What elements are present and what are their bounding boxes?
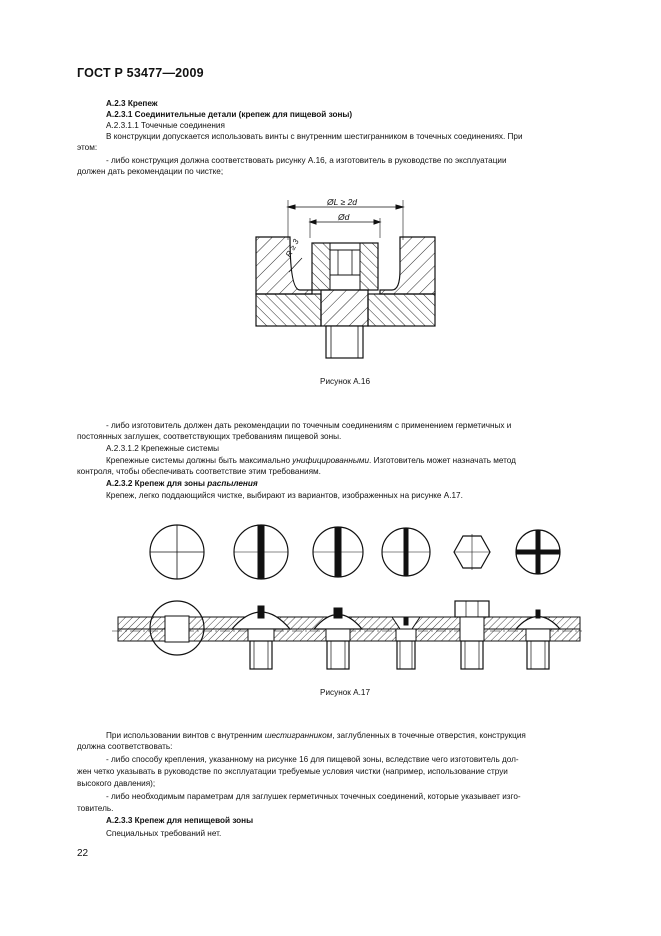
section-a231-heading: А.2.3.1 Соединительные детали (крепеж для пищевой зоны)	[106, 110, 353, 119]
section-a2311-heading: А.2.3.1.1 Точечные соединения	[106, 121, 225, 130]
paragraph-5: Крепеж, легко поддающийся чистке, выбирают из вариантов, изображенных на рисунке А.17.	[106, 491, 463, 500]
document-title: ГОСТ Р 53477—2009	[77, 66, 204, 80]
paragraph-8-line-1: - либо необходимым параметрам для заглушек герметичных точечных соединений, которые указывает изго-	[106, 792, 521, 801]
paragraph-6-line-1: При использовании винтов с внутренним шестигранником, заглубленных в точечные отверстия, конструкция	[106, 731, 526, 740]
section-a232-heading: А.2.3.2 Крепеж для зоны распыления	[106, 479, 258, 488]
paragraph-6-line-2: должна соответствовать:	[77, 742, 173, 751]
paragraph-4-line-1: Крепежные системы должны быть максимально унифицированными. Изготовитель может назначать метод	[106, 456, 516, 465]
paragraph-3-line-1: - либо изготовитель должен дать рекомендации по точечным соединениям с применением герметичных и	[106, 421, 512, 430]
paragraph-2-line-2: должен дать рекомендации по чистке;	[77, 167, 224, 176]
paragraph-7-line-2: жен четко указывать в руководстве по эксплуатации требуемые условия чистки (например, использование струи	[77, 767, 508, 776]
figure-a16-radius-label: R ≥ 3	[283, 237, 301, 259]
paragraph-9: Специальных требований нет.	[106, 829, 222, 838]
paragraph-4-line-2: контроля, чтобы обеспечивать соответствие этим требованиям.	[77, 467, 321, 476]
paragraph-7-line-1: - либо способу крепления, указанному на рисунке 16 для пищевой зоны, вследствие чего изготовитель дол-	[106, 755, 519, 764]
paragraph-7-line-3: высокого давления);	[77, 779, 156, 788]
paragraph-2-line-1: - либо конструкция должна соответствовать рисунку А.16, а изготовитель в руководстве по эксплуатации	[106, 156, 507, 165]
paragraph-8-line-2: товитель.	[77, 804, 114, 813]
figure-a16-dimension-inner: Ød	[338, 212, 350, 222]
paragraph-1-line-1: В конструкции допускается использовать винты с внутренним шестигранником в точечных соединениях. При	[106, 132, 523, 141]
figure-a16-dimension-outer: ØL ≥ 2d	[327, 197, 358, 207]
section-a2312-heading: А.2.3.1.2 Крепежные системы	[106, 444, 220, 453]
figure-a16-caption: Рисунок А.16	[320, 377, 370, 386]
figure-a17-caption: Рисунок А.17	[320, 688, 370, 697]
section-a23-heading: А.2.3 Крепеж	[106, 99, 158, 108]
section-a233-heading: А.2.3.3 Крепеж для непищевой зоны	[106, 816, 254, 825]
paragraph-1-line-2: этом:	[77, 143, 98, 152]
paragraph-3-line-2: постоянных заглушек, соответствующих требованиям пищевой зоны.	[77, 432, 342, 441]
page-number: 22	[77, 848, 89, 859]
